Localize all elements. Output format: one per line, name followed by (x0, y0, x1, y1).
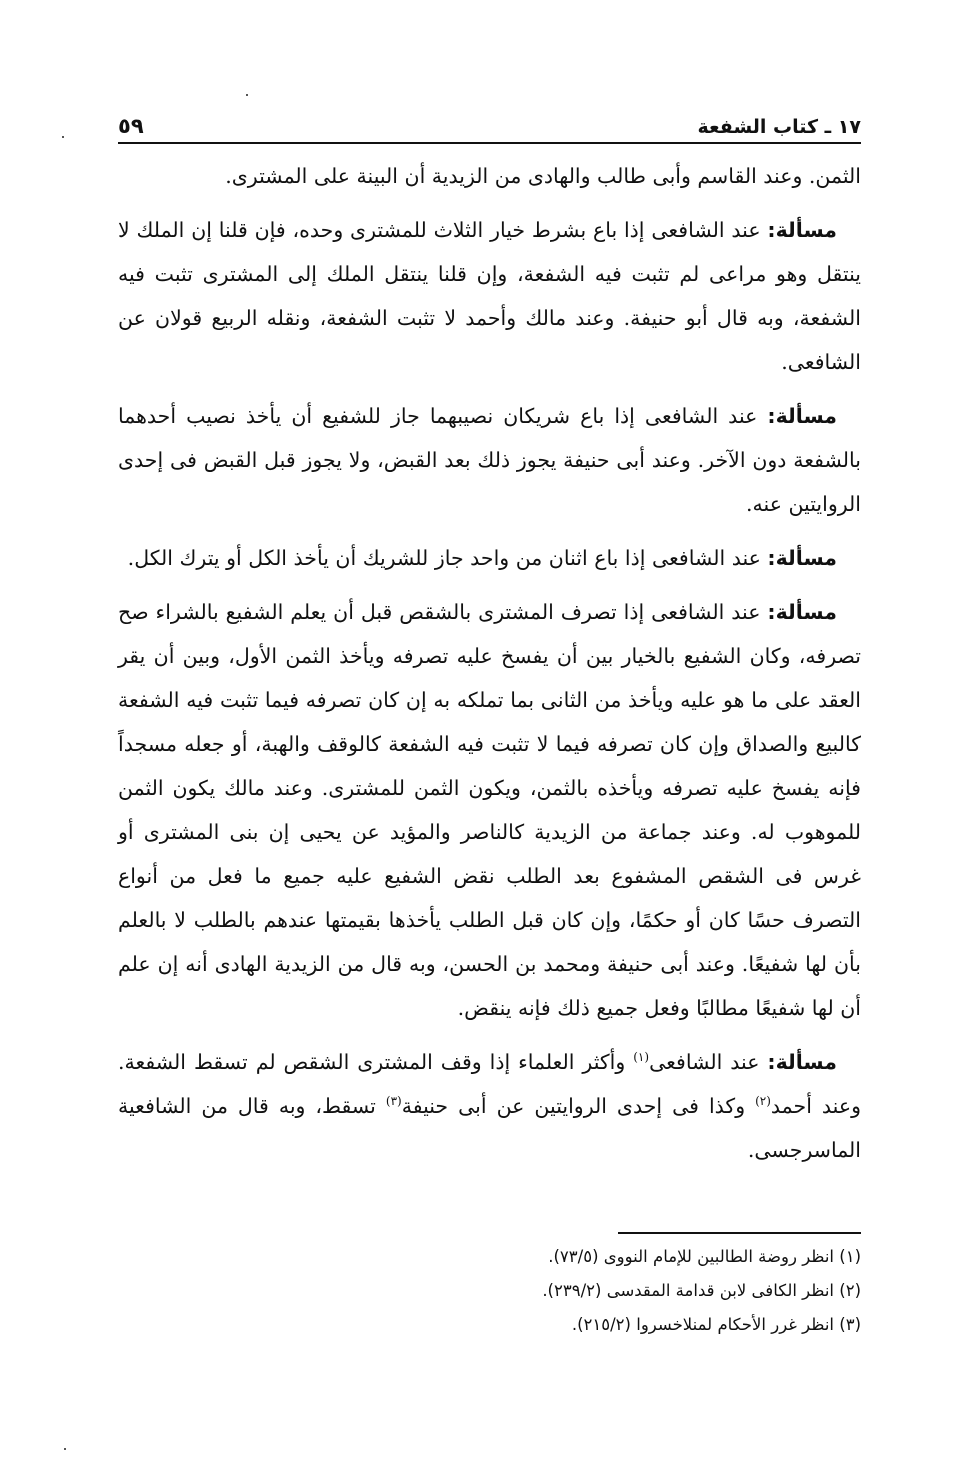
footnote-ref: (٣) (385, 1094, 402, 1109)
page-number: ٥٩ (118, 114, 144, 138)
chapter-title: ١٧ ـ كتاب الشفعة (697, 116, 861, 138)
scan-speck (64, 1448, 66, 1450)
footnote: (٢) انظر الكافى لابن قدامة المقدسى (٢٣٩/٢). (542, 1281, 861, 1300)
masala-paragraph (118, 590, 861, 1030)
footnote-separator (618, 1232, 861, 1234)
masala-text: عند الشافعى (649, 1050, 760, 1074)
footnote-ref: (٢) (755, 1094, 771, 1109)
footnote: (٣) انظر غرر الأحكام لمنلاخسروا (٢١٥/٢). (571, 1315, 861, 1334)
masala-text: عند الشافعى إذا باع اثنان من واحد جاز للشريك أن يأخذ الكل أو يترك الكل. (127, 546, 761, 570)
footnote: (١) انظر روضة الطالبين للإمام النووى (٧٣/٥). (548, 1247, 861, 1266)
masala-label: مسألة: (767, 546, 837, 570)
masala-label: مسألة: (767, 218, 837, 242)
footnotes (330, 1240, 861, 1342)
masala-paragraph (118, 536, 861, 580)
masala-paragraph (118, 1040, 861, 1172)
masala-label: مسألة: (767, 1050, 837, 1074)
masala-text: عند الشافعى إذا باع شريكان نصيبهما جاز للشفيع أن يأخذ نصيب أحدهما بالشفعة دون الآخر. وعند أبى حنيفة يجوز ذلك بعد القبض، ولا يجوز قبل القبض فى إحدى الروايتين عنه. (118, 404, 861, 516)
masala-paragraph (118, 208, 861, 384)
masala-text: وكذا فى إحدى الروايتين عن أبى حنيفة (401, 1094, 746, 1118)
intro-paragraph: الثمن. وعند القاسم وأبى طالب والهادى من الزيدية أن البينة على المشترى. (225, 164, 861, 188)
masala-paragraph (118, 394, 861, 526)
masala-text: عند الشافعى إذا تصرف المشترى بالشقص قبل أن يعلم الشفيع بالشراء صح تصرفه، وكان الشفيع بالخيار بين أن يفسخ عليه تصرفه ويأخذ الثمن الأول، وبين أن يقر العقد على ما هو عليه ويأخذ من الثانى بما تملكه به إن كان تصرفه فيما تثبت فيه الشفعة كالبيع والصداق وإن كان تصرفه فيما لا تثبت فيه الشفعة كالوقف والهبة، أو جعله مسجداً فإنه يفسخ عليه تصرفه ويأخذه بالثمن، ويكون الثمن للمشترى. وعند مالك يكون الثمن للموهوب له. وعند جماعة من الزيدية كالناصر والمؤيد عن يحيى إن بنى المشترى أو غرس فى الشقص المشفوع بعد الطلب نقض الشفيع عليه جميع ما فعل من أنواع التصرف حسًا كان أو حكمًا، وإن كان قبل الطلب يأخذها بقيمتها عندهم بالطلب لا بالعلم بأن لها شفيعًا. وعند أبى حنيفة ومحمد بن الحسن، وبه قال من الزيدية الهادى أنه إن علم أن لها شفيعًا مطالبًا وفعل جميع ذلك فإنه ينقض. (118, 600, 861, 1020)
masala-label: مسألة: (767, 404, 837, 428)
masala-text: تسقط، وبه قال من الشافعية الماسرجسى. (118, 1094, 861, 1162)
footnote-ref: (١) (633, 1050, 650, 1065)
body-text (118, 154, 861, 1172)
scan-speck (62, 136, 64, 138)
masala-label: مسألة: (767, 600, 837, 624)
masala-text: عند الشافعى إذا باع بشرط خيار الثلاث للمشترى وحده، فإن قلنا إن الملك لا ينتقل وهو مراعى لم تثبت فيه الشفعة، وإن قلنا ينتقل الملك إلى المشترى تثبت فيه الشفعة، وبه قال أبو حنيفة. وعند مالك وأحمد لا تثبت الشفعة، ونقله الربيع قولان عن الشافعى. (118, 218, 861, 374)
masala-text: وأكثر العلماء إذا وقف المشترى الشقص لم تسقط الشفعة. وعند أحمد (118, 1050, 861, 1118)
running-header (118, 100, 861, 144)
document-page (118, 100, 861, 1182)
scan-speck (246, 94, 248, 96)
